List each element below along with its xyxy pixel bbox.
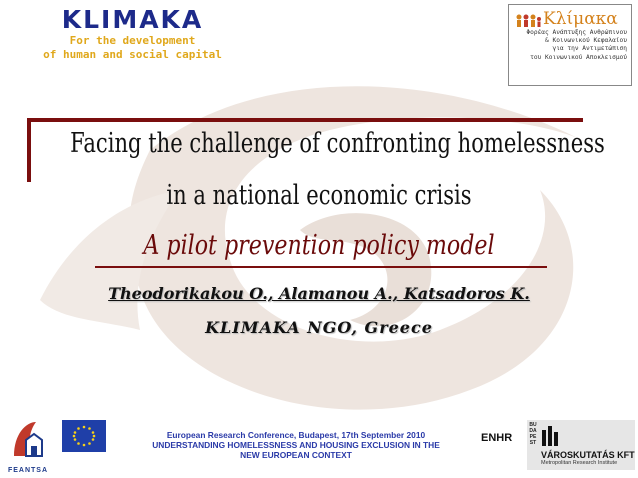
title-line-3: A pilot prevention policy model (143, 230, 495, 261)
feantsa-logo (6, 416, 50, 474)
vk-side-text: BUDAPEST (529, 422, 537, 446)
conference-line-3: NEW EUROPEAN CONTEXT (240, 450, 352, 460)
conference-line-1: European Research Conference, Budapest, 17th September 2010 (166, 430, 426, 440)
klimaka-greek-brand-text: Κλίμακα (543, 9, 618, 29)
authors: Theodorikakou O., Alamanou A., Katsadoros K. (108, 284, 530, 303)
klimaka-brand-text: KLIMAKA (61, 5, 204, 34)
vk-building-icon (541, 424, 561, 446)
organization: KLIMAKA NGO, Greece (205, 318, 433, 337)
greek-tagline-line: & Κοινωνικού Κεφαλαίου (545, 37, 627, 45)
conference-info (118, 430, 474, 460)
conference-line-2: UNDERSTANDING HOMELESSNESS AND HOUSING EXCLUSION IN THE (152, 440, 440, 450)
greek-tagline-line: του Κοινωνικού Αποκλεισμού (530, 53, 627, 61)
klimaka-greek-tagline (526, 29, 627, 62)
klimaka-tagline-line1: For the development (69, 34, 196, 47)
eu-flag-icon (62, 420, 106, 452)
people-icon (515, 13, 541, 27)
enhr-logo: ENHR (481, 432, 513, 444)
klimaka-greek-logo (508, 4, 632, 86)
feantsa-icon (6, 416, 50, 462)
greek-tagline-line: για την Αντιμετώπιση (552, 45, 627, 53)
feantsa-label: FEANTSA (7, 467, 49, 474)
title-line-2: in a national economic crisis (166, 180, 472, 211)
greek-tagline-line: Φορέας Ανάπτυξης Ανθρώπινου (526, 29, 627, 36)
title-line-1: Facing the challenge of confronting homelessness (70, 128, 605, 159)
title-top-rule (27, 118, 583, 122)
title-left-rule (27, 118, 31, 182)
klimaka-tagline-line2: of human and social capital (43, 48, 222, 61)
klimaka-logo (20, 6, 245, 62)
varoskutatas-logo (527, 420, 635, 470)
vk-subtitle: Metropolitan Research Institute (541, 460, 618, 466)
title-bottom-rule (95, 266, 547, 268)
vk-name: VÁROSKUTATÁS KFT (541, 450, 635, 460)
